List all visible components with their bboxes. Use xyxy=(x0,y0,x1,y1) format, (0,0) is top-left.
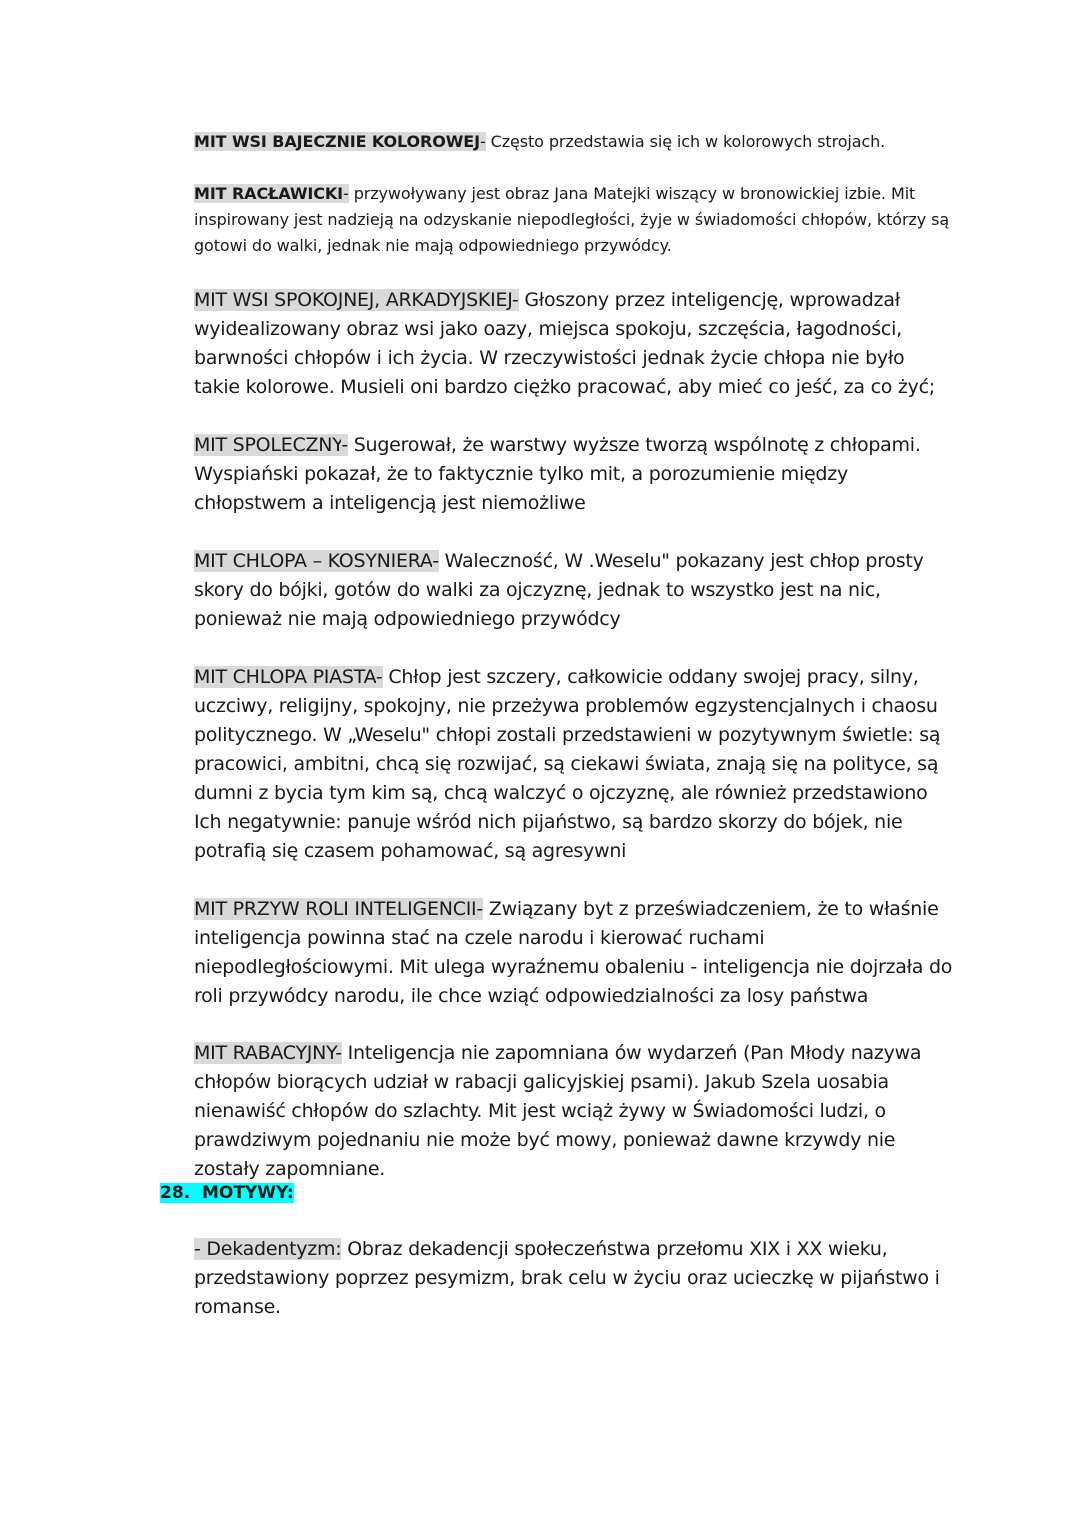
myth-text: Waleczność, W .Weselu" pokazany jest chłop prosty skory do bójki, gotów do walki za ojczyznę, jednak to wszystko jest na nic, ponieważ nie mają odpowiedniego przywódcy xyxy=(194,550,924,630)
myth-paragraph-raclawicki xyxy=(194,181,954,259)
myth-paragraph-rabacyjny xyxy=(194,1039,954,1184)
motif-term: - Dekadentyzm: xyxy=(194,1238,342,1260)
myth-text: przywoływany jest obraz Jana Matejki wiszący w bronowickiej izbie. Mit inspirowany jest nadzieją na odzyskanie niepodległości, żyje w świadomości chłopów, którzy są gotowi do walki, jednak nie mają odpowiedniego przywódcy. xyxy=(194,184,950,255)
myth-paragraph-piasta xyxy=(194,663,954,866)
motif-text: Obraz dekadencji społeczeństwa przełomu XIX i XX wieku, przedstawiony poprzez pesymizm, brak celu w życiu oraz ucieczkę w pijaństwo i romanse. xyxy=(194,1238,940,1318)
myth-term: MIT CHLOPA PIASTA xyxy=(194,666,376,688)
motif-paragraph-dekadentyzm xyxy=(194,1235,954,1322)
myth-text: Często przedstawia się ich w kolorowych strojach. xyxy=(485,132,886,151)
myth-text: Inteligencja nie zapomniana ów wydarzeń (Pan Młody nazywa chłopów biorących udział w rabacji galicyjskiej psami). Jakub Szela uosabia nienawiść chłopów do szlachty. Mit jest wciąż żywy w Świadomości ludzi, o prawdziwym pojednaniu nie może być mowy, ponieważ dawne krzywdy nie zostały zapomniane. xyxy=(194,1042,922,1180)
myth-term: MIT CHLOPA – KOSYNIERA xyxy=(194,550,433,572)
myth-text: Sugerował, że warstwy wyższe tworzą wspólnotę z chłopami. Wyspiański pokazał, że to faktycznie tylko mit, a porozumienie między chłopstwem a inteligencją jest niemożliwe xyxy=(194,434,921,514)
myth-term-separator: - xyxy=(375,666,383,688)
myth-term: MIT RACŁAWICKI xyxy=(194,184,344,203)
myth-term: MIT WSI SPOKOJNEJ, ARKADYJSKIEJ xyxy=(194,289,512,311)
section-heading-motywy xyxy=(160,1180,294,1206)
myth-term-separator: - xyxy=(343,184,349,203)
myth-text: Głoszony przez inteligencję, wprowadzał wyidealizowany obraz wsi jako oazy, miejsca spokoju, szczęścia, łagodności, barwności chłopów i ich życia. W rzeczywistości jednak życie chłopa nie było takie kolorowe. Musieli oni bardzo ciężko pracować, aby mieć co jeść, za co żyć; xyxy=(194,289,936,398)
myth-text: Chłop jest szczery, całkowicie oddany swojej pracy, silny, uczciwy, religijny, spokojny, nie przeżywa problemów egzystencjalnych i chaosu politycznego. W „Weselu" chłopi zostali przedstawieni w pozytywnym świetle: są pracowici, ambitni, chcą się rozwijać, są ciekawi świata, znają się na polityce, są dumni z bycia tym kim są, chcą walczyć o ojczyznę, ale również przedstawiono Ich negatywnie: panuje wśród nich pijaństwo, są bardzo skorzy do bójek, nie potrafią się czasem pohamować, są agresywni xyxy=(194,666,941,862)
myth-paragraph-bajecznie-kolorowej xyxy=(194,129,954,155)
myth-text: Związany byt z przeświadczeniem, że to właśnie inteligencja powinna stać na czele narodu i kierować ruchami niepodległościowymi. Mit ulega wyraźnemu obaleniu - inteligencja nie dojrzała do roli przywódcy narodu, ile chce wziąć odpowiedzialności za losy państwa xyxy=(194,898,953,1007)
section-number: 28. xyxy=(160,1183,191,1203)
section-title: MOTYWY: xyxy=(201,1183,294,1203)
myth-term-separator: - xyxy=(341,434,348,456)
myth-term-separator: - xyxy=(476,898,484,920)
myth-term-separator: - xyxy=(432,550,439,572)
myth-paragraph-inteligencji xyxy=(194,895,954,1011)
myth-paragraph-spoleczny xyxy=(194,431,954,518)
myth-term-separator: - xyxy=(479,132,486,151)
myth-term-separator: - xyxy=(511,289,519,311)
myth-paragraph-arkadyjskiej xyxy=(194,286,954,402)
myth-term: MIT RABACYJNY- xyxy=(194,1042,342,1064)
myth-term: MIT SPOLECZNY xyxy=(194,434,342,456)
myth-term: MIT WSI BAJECZNIE KOLOROWEJ xyxy=(194,132,480,151)
myth-paragraph-kosyniera xyxy=(194,547,954,634)
myth-term: MIT PRZYW ROLI INTELIGENCII xyxy=(194,898,477,920)
